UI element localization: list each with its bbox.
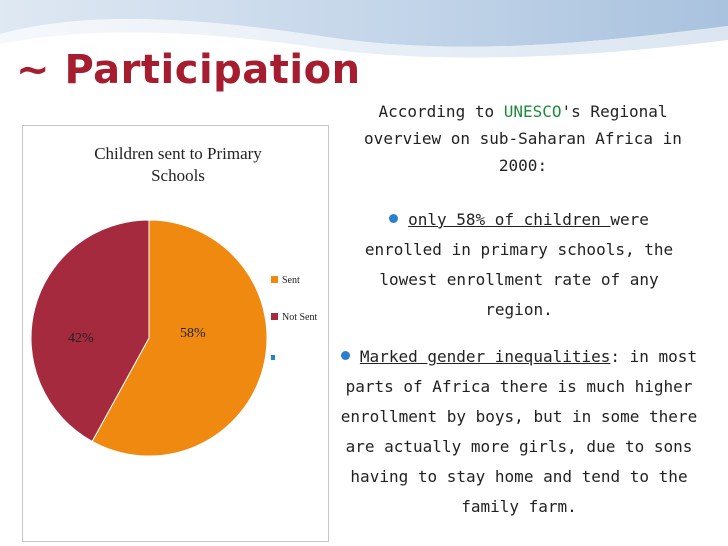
slide-title: ~ Participation	[16, 47, 361, 93]
bullet-icon	[389, 214, 398, 223]
bullet-item-gender	[338, 342, 700, 522]
unesco-highlight: UNESCO	[503, 102, 562, 121]
bullet-underlined-text: only 58% of children	[408, 210, 611, 229]
bullet-item-enrollment	[346, 205, 692, 325]
chart-title-line1: Children sent to Primary	[94, 144, 262, 163]
bullet-underlined-text: Marked gender inequalities	[359, 347, 611, 366]
intro-text	[337, 98, 709, 179]
data-label-sent: 58%	[180, 326, 206, 341]
bullet-text: were enrolled in primary schools, the lowest enrollment rate of any region.	[364, 210, 674, 319]
data-label-not-sent: 42%	[68, 331, 94, 346]
bullet-text: : in most parts of Africa there is much higher enrollment by boys, but in some there are actually more girls, due to sons having to stay home and tend to the family farm.	[340, 347, 698, 516]
bullet-icon	[341, 351, 350, 360]
legend-label-sent: Sent	[282, 275, 300, 286]
legend-label-not-sent: Not Sent	[282, 312, 318, 323]
intro-part2: 's Regional overview on sub-Saharan Africa in 2000:	[364, 102, 682, 175]
intro-part1: According to	[378, 102, 504, 121]
chart-title-line2: Schools	[151, 166, 205, 185]
legend-swatch-not-sent	[271, 313, 278, 320]
legend-marker-icon	[271, 355, 275, 360]
legend-swatch-sent	[271, 276, 278, 283]
pie-chart	[23, 126, 330, 543]
chart-panel	[22, 125, 329, 542]
